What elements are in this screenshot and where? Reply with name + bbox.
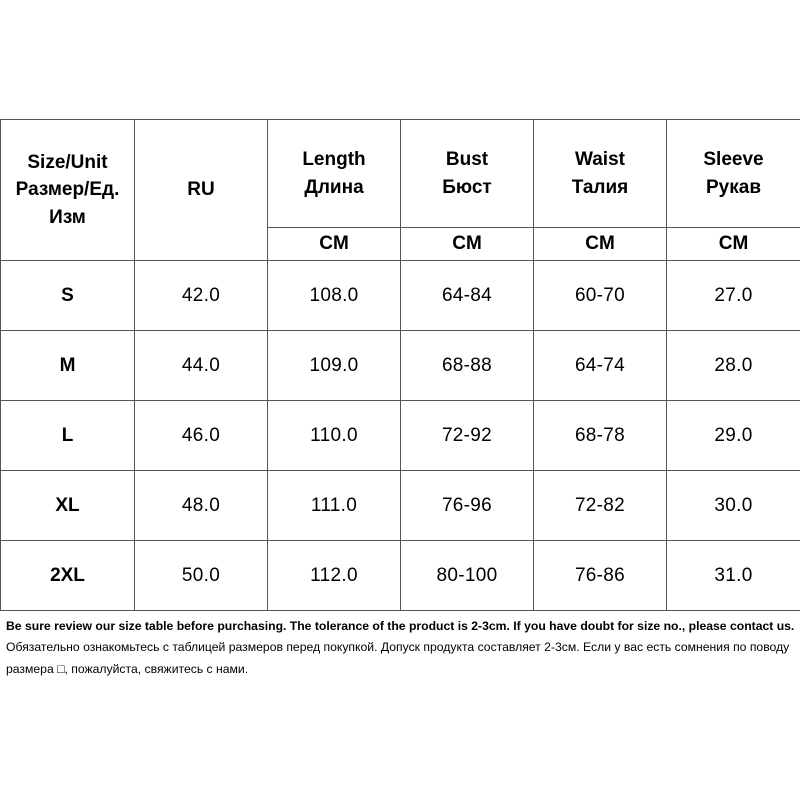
length-cell: 112.0 (268, 541, 401, 611)
size-table (0, 119, 800, 611)
unit-waist: CM (534, 228, 667, 261)
table-row (1, 261, 800, 331)
header-ru: RU (135, 120, 268, 261)
header-length: Length Длина (268, 120, 401, 228)
table-row (1, 541, 800, 611)
size-cell: L (1, 401, 135, 471)
waist-cell: 64-74 (534, 331, 667, 401)
size-notes (6, 616, 800, 680)
waist-cell: 76-86 (534, 541, 667, 611)
ru-cell: 42.0 (135, 261, 268, 331)
ru-cell: 44.0 (135, 331, 268, 401)
waist-cell: 68-78 (534, 401, 667, 471)
table-row (1, 471, 800, 541)
header-sleeve: Sleeve Рукав (667, 120, 800, 228)
ru-cell: 48.0 (135, 471, 268, 541)
waist-cell: 60-70 (534, 261, 667, 331)
size-cell: 2XL (1, 541, 135, 611)
length-cell: 108.0 (268, 261, 401, 331)
table-row (1, 401, 800, 471)
ru-cell: 50.0 (135, 541, 268, 611)
size-cell: XL (1, 471, 135, 541)
size-cell: M (1, 331, 135, 401)
ru-cell: 46.0 (135, 401, 268, 471)
bust-cell: 68-88 (401, 331, 534, 401)
header-bust: Bust Бюст (401, 120, 534, 228)
note-english: Be sure review our size table before purchasing. The tolerance of the product is 2-3cm. If you have doubt for size no., please contact us. (6, 619, 795, 633)
size-cell: S (1, 261, 135, 331)
bust-cell: 64-84 (401, 261, 534, 331)
bust-cell: 76-96 (401, 471, 534, 541)
sleeve-cell: 27.0 (667, 261, 800, 331)
waist-cell: 72-82 (534, 471, 667, 541)
unit-bust: CM (401, 228, 534, 261)
length-cell: 110.0 (268, 401, 401, 471)
unit-length: CM (268, 228, 401, 261)
bust-cell: 72-92 (401, 401, 534, 471)
length-cell: 109.0 (268, 331, 401, 401)
sleeve-cell: 28.0 (667, 331, 800, 401)
header-row (1, 120, 800, 228)
header-size-unit: Size/Unit Размер/Ед. Изм (1, 120, 135, 261)
length-cell: 111.0 (268, 471, 401, 541)
note-russian: Обязательно ознакомьтесь с таблицей размеров перед покупкой. Допуск продукта составляет 2-3см. Если у вас есть сомнения по поводу размера □, пожалуйста, свяжитесь с нами. (6, 640, 790, 676)
sleeve-cell: 30.0 (667, 471, 800, 541)
table-row (1, 331, 800, 401)
header-waist: Waist Талия (534, 120, 667, 228)
bust-cell: 80-100 (401, 541, 534, 611)
sleeve-cell: 31.0 (667, 541, 800, 611)
unit-sleeve: CM (667, 228, 800, 261)
sleeve-cell: 29.0 (667, 401, 800, 471)
